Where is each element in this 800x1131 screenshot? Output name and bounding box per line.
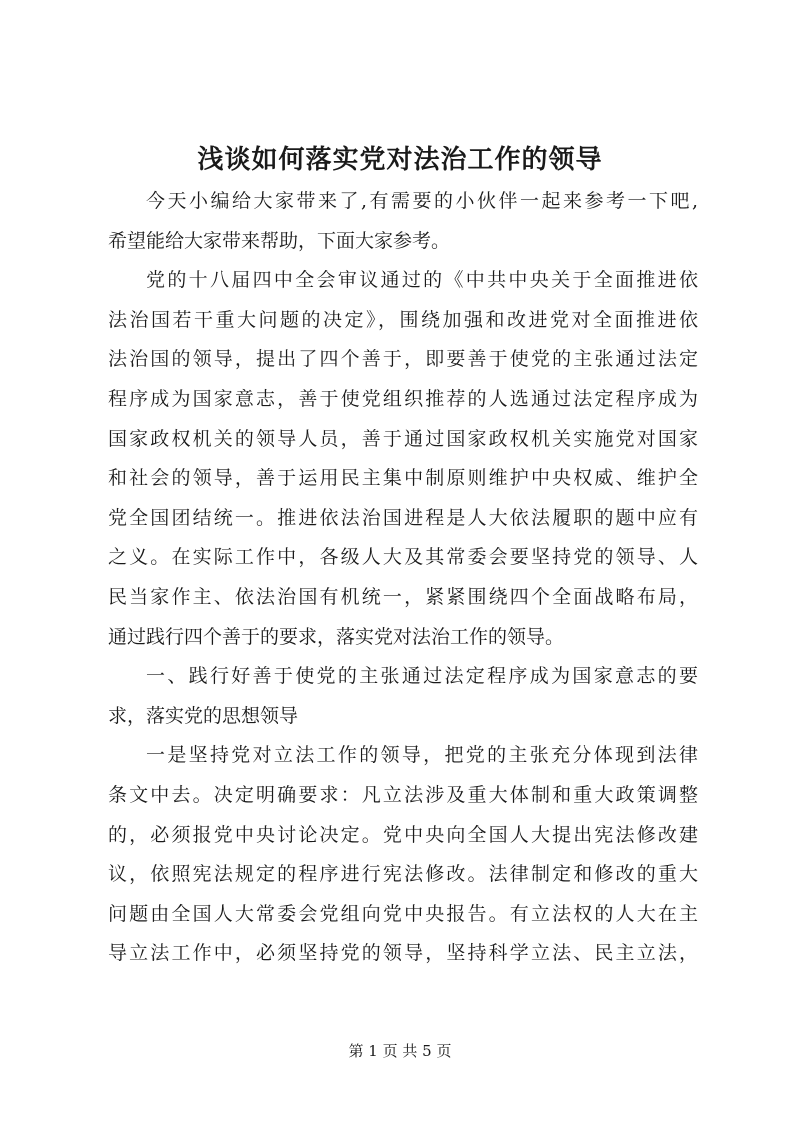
paragraph-line: 条文中去。决定明确要求：凡立法涉及重大体制和重大政策调整: [108, 783, 698, 806]
paragraph-line: 国家政权机关的领导人员，善于通过国家政权机关实施党对国家: [108, 427, 698, 450]
paragraph: [108, 657, 698, 736]
paragraph-line: 的，必须报党中央讨论决定。党中央向全国人大提出宪法修改建: [108, 823, 698, 846]
paragraph-line: 通过践行四个善于的要求，落实党对法治工作的领导。: [108, 625, 565, 648]
page-footer: 第 1 页 共 5 页: [348, 1042, 452, 1060]
paragraph-line: 程序成为国家意志，善于使党组织推荐的人选通过法定程序成为: [108, 387, 698, 410]
paragraph-line: 一、践行好善于使党的主张通过法定程序成为国家意志的要: [146, 665, 698, 688]
paragraph-line: 希望能给大家带来帮助，下面大家参考。: [108, 229, 451, 252]
paragraph-line: 议，依照宪法规定的程序进行宪法修改。法律制定和修改的重大: [108, 863, 698, 886]
paragraph-line: 和社会的领导，善于运用民主集中制原则维护中央权威、维护全: [108, 467, 698, 490]
paragraph-line: 求，落实党的思想领导: [108, 704, 299, 727]
paragraph-line: 之义。在实际工作中，各级人大及其常委会要坚持党的领导、人: [108, 546, 698, 569]
paragraph: [108, 261, 698, 657]
document-title: 浅谈如何落实党对法治工作的领导: [197, 145, 603, 175]
document-body: [108, 182, 698, 974]
paragraph-line: 党的十八届四中全会审议通过的《中共中央关于全面推进依: [146, 269, 698, 292]
paragraph-line: 一是坚持党对立法工作的领导，把党的主张充分体现到法律: [146, 744, 698, 767]
paragraph-line: 法治国若干重大问题的决定》，围绕加强和改进党对全面推进依: [108, 308, 698, 331]
paragraph-line: 民当家作主、依法治国有机统一，紧紧围绕四个全面战略布局，: [108, 585, 698, 608]
paragraph: [108, 182, 698, 261]
paragraph-line: 党全国团结统一。推进依法治国进程是人大依法履职的题中应有: [108, 506, 698, 529]
paragraph: [108, 736, 698, 974]
paragraph-line: 法治国的领导，提出了四个善于，即要善于使党的主张通过法定: [108, 348, 698, 371]
paragraph-line: 今天小编给大家带来了,有需要的小伙伴一起来参考一下吧,: [146, 190, 698, 212]
paragraph-line: 导立法工作中，必须坚持党的领导，坚持科学立法、民主立法，: [108, 942, 698, 965]
paragraph-line: 问题由全国人大常委会党组向党中央报告。有立法权的人大在主: [108, 902, 698, 925]
